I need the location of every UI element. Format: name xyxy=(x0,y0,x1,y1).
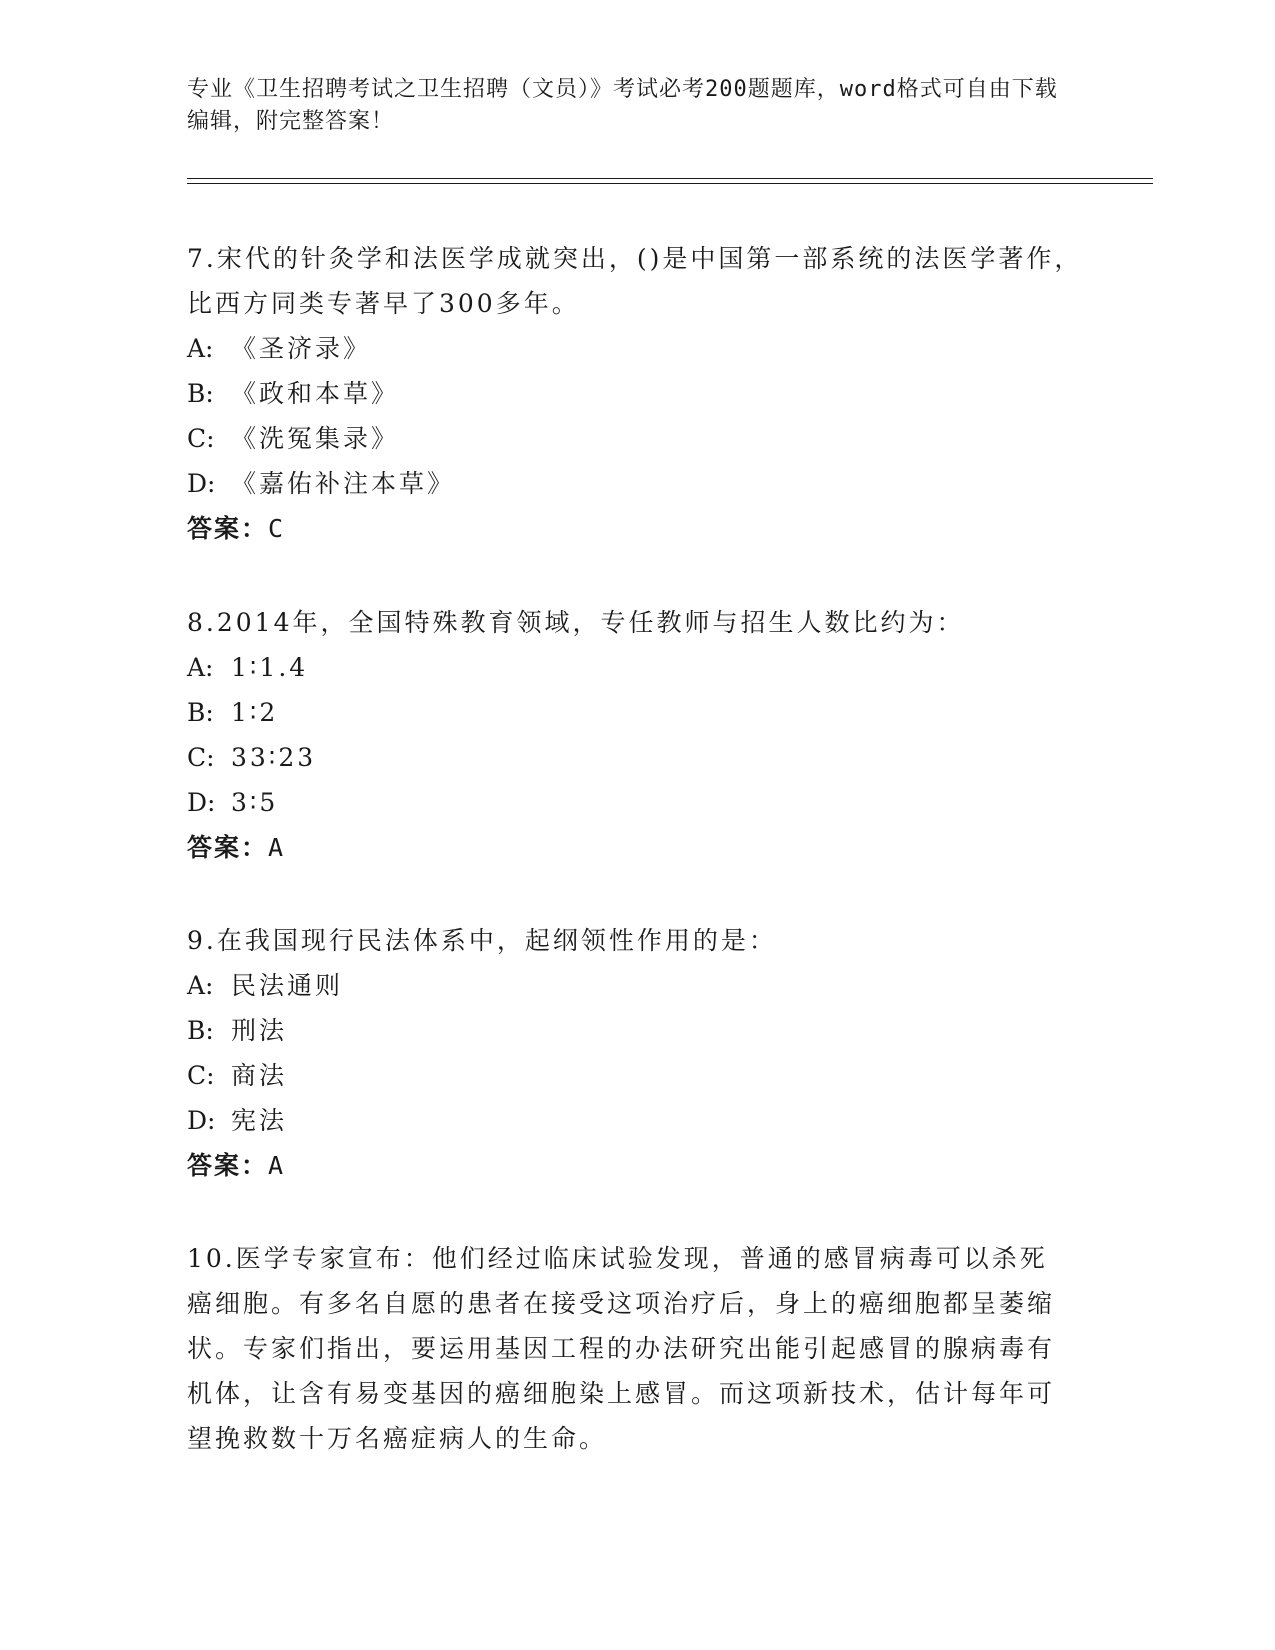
option-d xyxy=(187,461,1087,506)
answer-value: A xyxy=(268,1151,286,1180)
option-d xyxy=(187,780,1087,825)
option-text: 《圣济录》 xyxy=(231,334,372,363)
option-c xyxy=(187,735,1087,780)
option-d xyxy=(187,1098,1087,1143)
option-letter: A: xyxy=(187,971,214,1000)
option-letter: C: xyxy=(187,1061,215,1090)
option-text: 刑法 xyxy=(231,1016,288,1045)
option-letter: C: xyxy=(187,743,215,772)
option-a xyxy=(187,963,1087,1008)
option-letter: B: xyxy=(187,698,214,727)
option-text: 《洗冤集录》 xyxy=(231,424,400,453)
question-7 xyxy=(187,236,1087,551)
option-c xyxy=(187,1053,1087,1098)
answer-line xyxy=(187,506,1087,551)
option-letter: D: xyxy=(187,469,216,498)
option-letter: B: xyxy=(187,1016,214,1045)
option-letter: D: xyxy=(187,1106,216,1135)
option-text: 宪法 xyxy=(231,1106,288,1135)
option-letter: A: xyxy=(187,334,214,363)
answer-line xyxy=(187,825,1087,870)
answer-value: C xyxy=(268,514,286,543)
question-10 xyxy=(187,1236,1067,1461)
option-b xyxy=(187,690,1087,735)
option-letter: A: xyxy=(187,653,214,682)
answer-label: 答案： xyxy=(187,514,269,543)
option-text: 民法通则 xyxy=(231,971,344,1000)
option-b xyxy=(187,1008,1087,1053)
document-header: 专业《卫生招聘考试之卫生招聘（文员）》考试必考200题题库，word格式可自由下载编辑，附完整答案！ xyxy=(187,77,1058,134)
question-text: 7.宋代的针灸学和法医学成就突出，()是中国第一部系统的法医学著作，比西方同类专著早了300多年。 xyxy=(187,244,1083,318)
option-letter: B: xyxy=(187,379,214,408)
answer-value: A xyxy=(268,833,286,862)
option-text: 商法 xyxy=(231,1061,288,1090)
question-8 xyxy=(187,600,1087,870)
question-9 xyxy=(187,918,1087,1188)
header-divider-bottom xyxy=(187,183,1153,184)
header-divider-top xyxy=(187,178,1153,179)
option-text: 《政和本草》 xyxy=(231,379,400,408)
option-letter: D: xyxy=(187,788,216,817)
option-text: 《嘉佑补注本草》 xyxy=(231,469,456,498)
answer-label: 答案： xyxy=(187,1151,269,1180)
option-text: 1∶1.4 xyxy=(231,653,309,682)
question-text: 8.2014年，全国特殊教育领域，专任教师与招生人数比约为： xyxy=(187,608,965,637)
option-text: 3∶5 xyxy=(231,788,279,817)
option-letter: C: xyxy=(187,424,215,453)
option-a xyxy=(187,645,1087,690)
question-text: 10.医学专家宣布：他们经过临床试验发现，普通的感冒病毒可以杀死癌细胞。有多名自愿的患者在接受这项治疗后，身上的癌细胞都呈萎缩状。专家们指出，要运用基因工程的办法研究出能引起感冒的腺病毒有机体，让含有易变基因的癌细胞染上感冒。而这项新技术，估计每年可望挽救数十万名癌症病人的生命。 xyxy=(187,1244,1056,1453)
option-text: 33∶23 xyxy=(231,743,317,772)
answer-line xyxy=(187,1143,1087,1188)
option-c xyxy=(187,416,1087,461)
option-text: 1∶2 xyxy=(231,698,279,727)
option-b xyxy=(187,371,1087,416)
question-text: 9.在我国现行民法体系中，起纲领性作用的是： xyxy=(187,926,777,955)
option-a xyxy=(187,326,1087,371)
answer-label: 答案： xyxy=(187,833,269,862)
